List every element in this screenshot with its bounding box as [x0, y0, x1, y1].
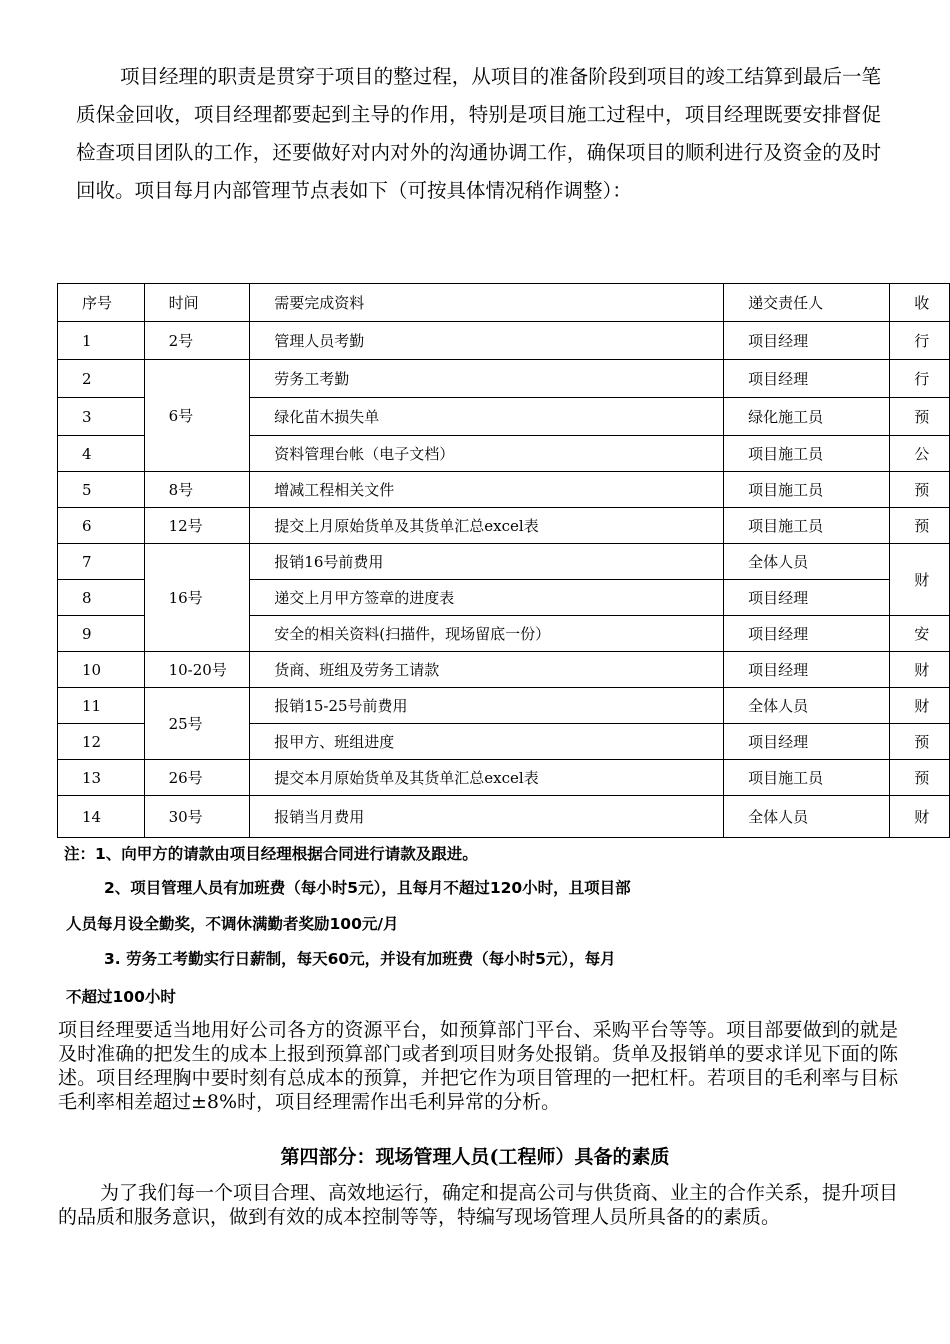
row-owner: 项目经理 — [724, 322, 890, 360]
row-owner: 全体人员 — [724, 544, 890, 580]
row-recv: 预 — [890, 508, 950, 544]
header-recv: 收 — [890, 284, 950, 322]
row-recv: 安 — [890, 616, 950, 652]
row-owner: 绿化施工员 — [724, 398, 890, 436]
row-owner: 全体人员 — [724, 796, 890, 838]
row-item: 货商、班组及劳务工请款 — [250, 652, 724, 688]
row-recv: 财 — [890, 688, 950, 724]
row-item: 报甲方、班组进度 — [250, 724, 724, 760]
row-item: 管理人员考勤 — [250, 322, 724, 360]
table-row — [58, 544, 950, 580]
row-recv: 财 — [890, 652, 950, 688]
row-owner: 项目施工员 — [724, 760, 890, 796]
row-item: 提交本月原始货单及其货单汇总excel表 — [250, 760, 724, 796]
row-no: 10 — [58, 652, 145, 688]
cost-paragraph: 项目经理要适当地用好公司各方的资源平台，如预算部门平台、采购平台等等。项目部要做到的就是及时准确的把发生的成本上报到预算部门或者到项目财务处报销。货单及报销单的要求详见下面的陈述。项目经理胸中要时刻有总成本的预算，并把它作为项目管理的一把杠杆。若项目的毛利率与目标毛利率相差超过±8%时，项目经理需作出毛利异常的分析。 — [58, 1019, 898, 1113]
row-recv: 公 — [890, 436, 950, 472]
row-item: 资料管理台帐（电子文档） — [250, 436, 724, 472]
table-row — [58, 472, 950, 508]
row-recv: 预 — [890, 398, 950, 436]
row-no: 11 — [58, 688, 145, 724]
note-2-line2: 人员每月设全勤奖，不调休满勤者奖励100元/月 — [66, 915, 399, 933]
table-row — [58, 508, 950, 544]
section-4-title: 第四部分：现场管理人员(工程师）具备的素质 — [280, 1146, 670, 1168]
row-time: 6号 — [144, 360, 250, 472]
table-row — [58, 688, 950, 724]
table-header-row — [58, 284, 950, 322]
row-no: 3 — [58, 398, 145, 436]
row-no: 4 — [58, 436, 145, 472]
row-no: 1 — [58, 322, 145, 360]
row-item: 报销15-25号前费用 — [250, 688, 724, 724]
row-no: 14 — [58, 796, 145, 838]
table-row — [58, 322, 950, 360]
row-owner: 项目经理 — [724, 616, 890, 652]
row-item: 增减工程相关文件 — [250, 472, 724, 508]
row-time: 26号 — [144, 760, 250, 796]
row-time: 30号 — [144, 796, 250, 838]
note-2-line1: 2、项目管理人员有加班费（每小时5元），且每月不超过120小时，且项目部 — [104, 879, 631, 897]
row-no: 2 — [58, 360, 145, 398]
header-item: 需要完成资料 — [250, 284, 724, 322]
row-recv: 行 — [890, 360, 950, 398]
header-owner: 递交责任人 — [724, 284, 890, 322]
section-4-paragraph: 为了我们每一个项目合理、高效地运行，确定和提高公司与供货商、业主的合作关系，提升项目的品质和服务意识，做到有效的成本控制等等，特编写现场管理人员所具备的的素质。 — [58, 1182, 899, 1228]
row-recv: 预 — [890, 472, 950, 508]
row-recv: 预 — [890, 760, 950, 796]
row-recv: 财 — [890, 544, 950, 616]
note-3-line1: 3. 劳务工考勤实行日薪制，每天60元，并设有加班费（每小时5元），每月 — [104, 950, 616, 968]
row-no: 13 — [58, 760, 145, 796]
intro-paragraph: 项目经理的职责是贯穿于项目的整过程，从项目的准备阶段到项目的竣工结算到最后一笔质保金回收，项目经理都要起到主导的作用，特别是项目施工过程中，项目经理既要安排督促检查项目团队的工作，还要做好对内对外的沟通协调工作，确保项目的顺利进行及资金的及时回收。项目每月内部管理节点表如下（可按具体情况稍作调整）： — [76, 65, 881, 202]
row-no: 12 — [58, 724, 145, 760]
header-time: 时间 — [144, 284, 250, 322]
row-no: 6 — [58, 508, 145, 544]
row-owner: 项目经理 — [724, 580, 890, 616]
row-owner: 项目经理 — [724, 724, 890, 760]
row-recv: 预 — [890, 724, 950, 760]
row-owner: 项目施工员 — [724, 436, 890, 472]
row-item: 报销当月费用 — [250, 796, 724, 838]
header-no: 序号 — [58, 284, 145, 322]
table-row — [58, 360, 950, 398]
table-row — [58, 760, 950, 796]
row-owner: 项目施工员 — [724, 472, 890, 508]
row-owner: 全体人员 — [724, 688, 890, 724]
table-row — [58, 796, 950, 838]
row-item: 提交上月原始货单及其货单汇总excel表 — [250, 508, 724, 544]
row-no: 5 — [58, 472, 145, 508]
row-recv: 行 — [890, 322, 950, 360]
row-time: 12号 — [144, 508, 250, 544]
row-time: 10-20号 — [144, 652, 250, 688]
note-1: 注：1、向甲方的请款由项目经理根据合同进行请款及跟进。 — [64, 845, 478, 863]
row-owner: 项目经理 — [724, 360, 890, 398]
table-row — [58, 652, 950, 688]
row-no: 9 — [58, 616, 145, 652]
row-time: 16号 — [144, 544, 250, 652]
row-recv: 财 — [890, 796, 950, 838]
row-no: 7 — [58, 544, 145, 580]
row-item: 递交上月甲方签章的进度表 — [250, 580, 724, 616]
row-time: 2号 — [144, 322, 250, 360]
row-item: 劳务工考勤 — [250, 360, 724, 398]
row-item: 报销16号前费用 — [250, 544, 724, 580]
row-no: 8 — [58, 580, 145, 616]
row-owner: 项目施工员 — [724, 508, 890, 544]
note-3-line2: 不超过100小时 — [66, 988, 176, 1006]
row-owner: 项目经理 — [724, 652, 890, 688]
management-node-table — [57, 283, 950, 838]
row-item: 安全的相关资料(扫描件，现场留底一份） — [250, 616, 724, 652]
row-item: 绿化苗木损失单 — [250, 398, 724, 436]
row-time: 8号 — [144, 472, 250, 508]
row-time: 25号 — [144, 688, 250, 760]
